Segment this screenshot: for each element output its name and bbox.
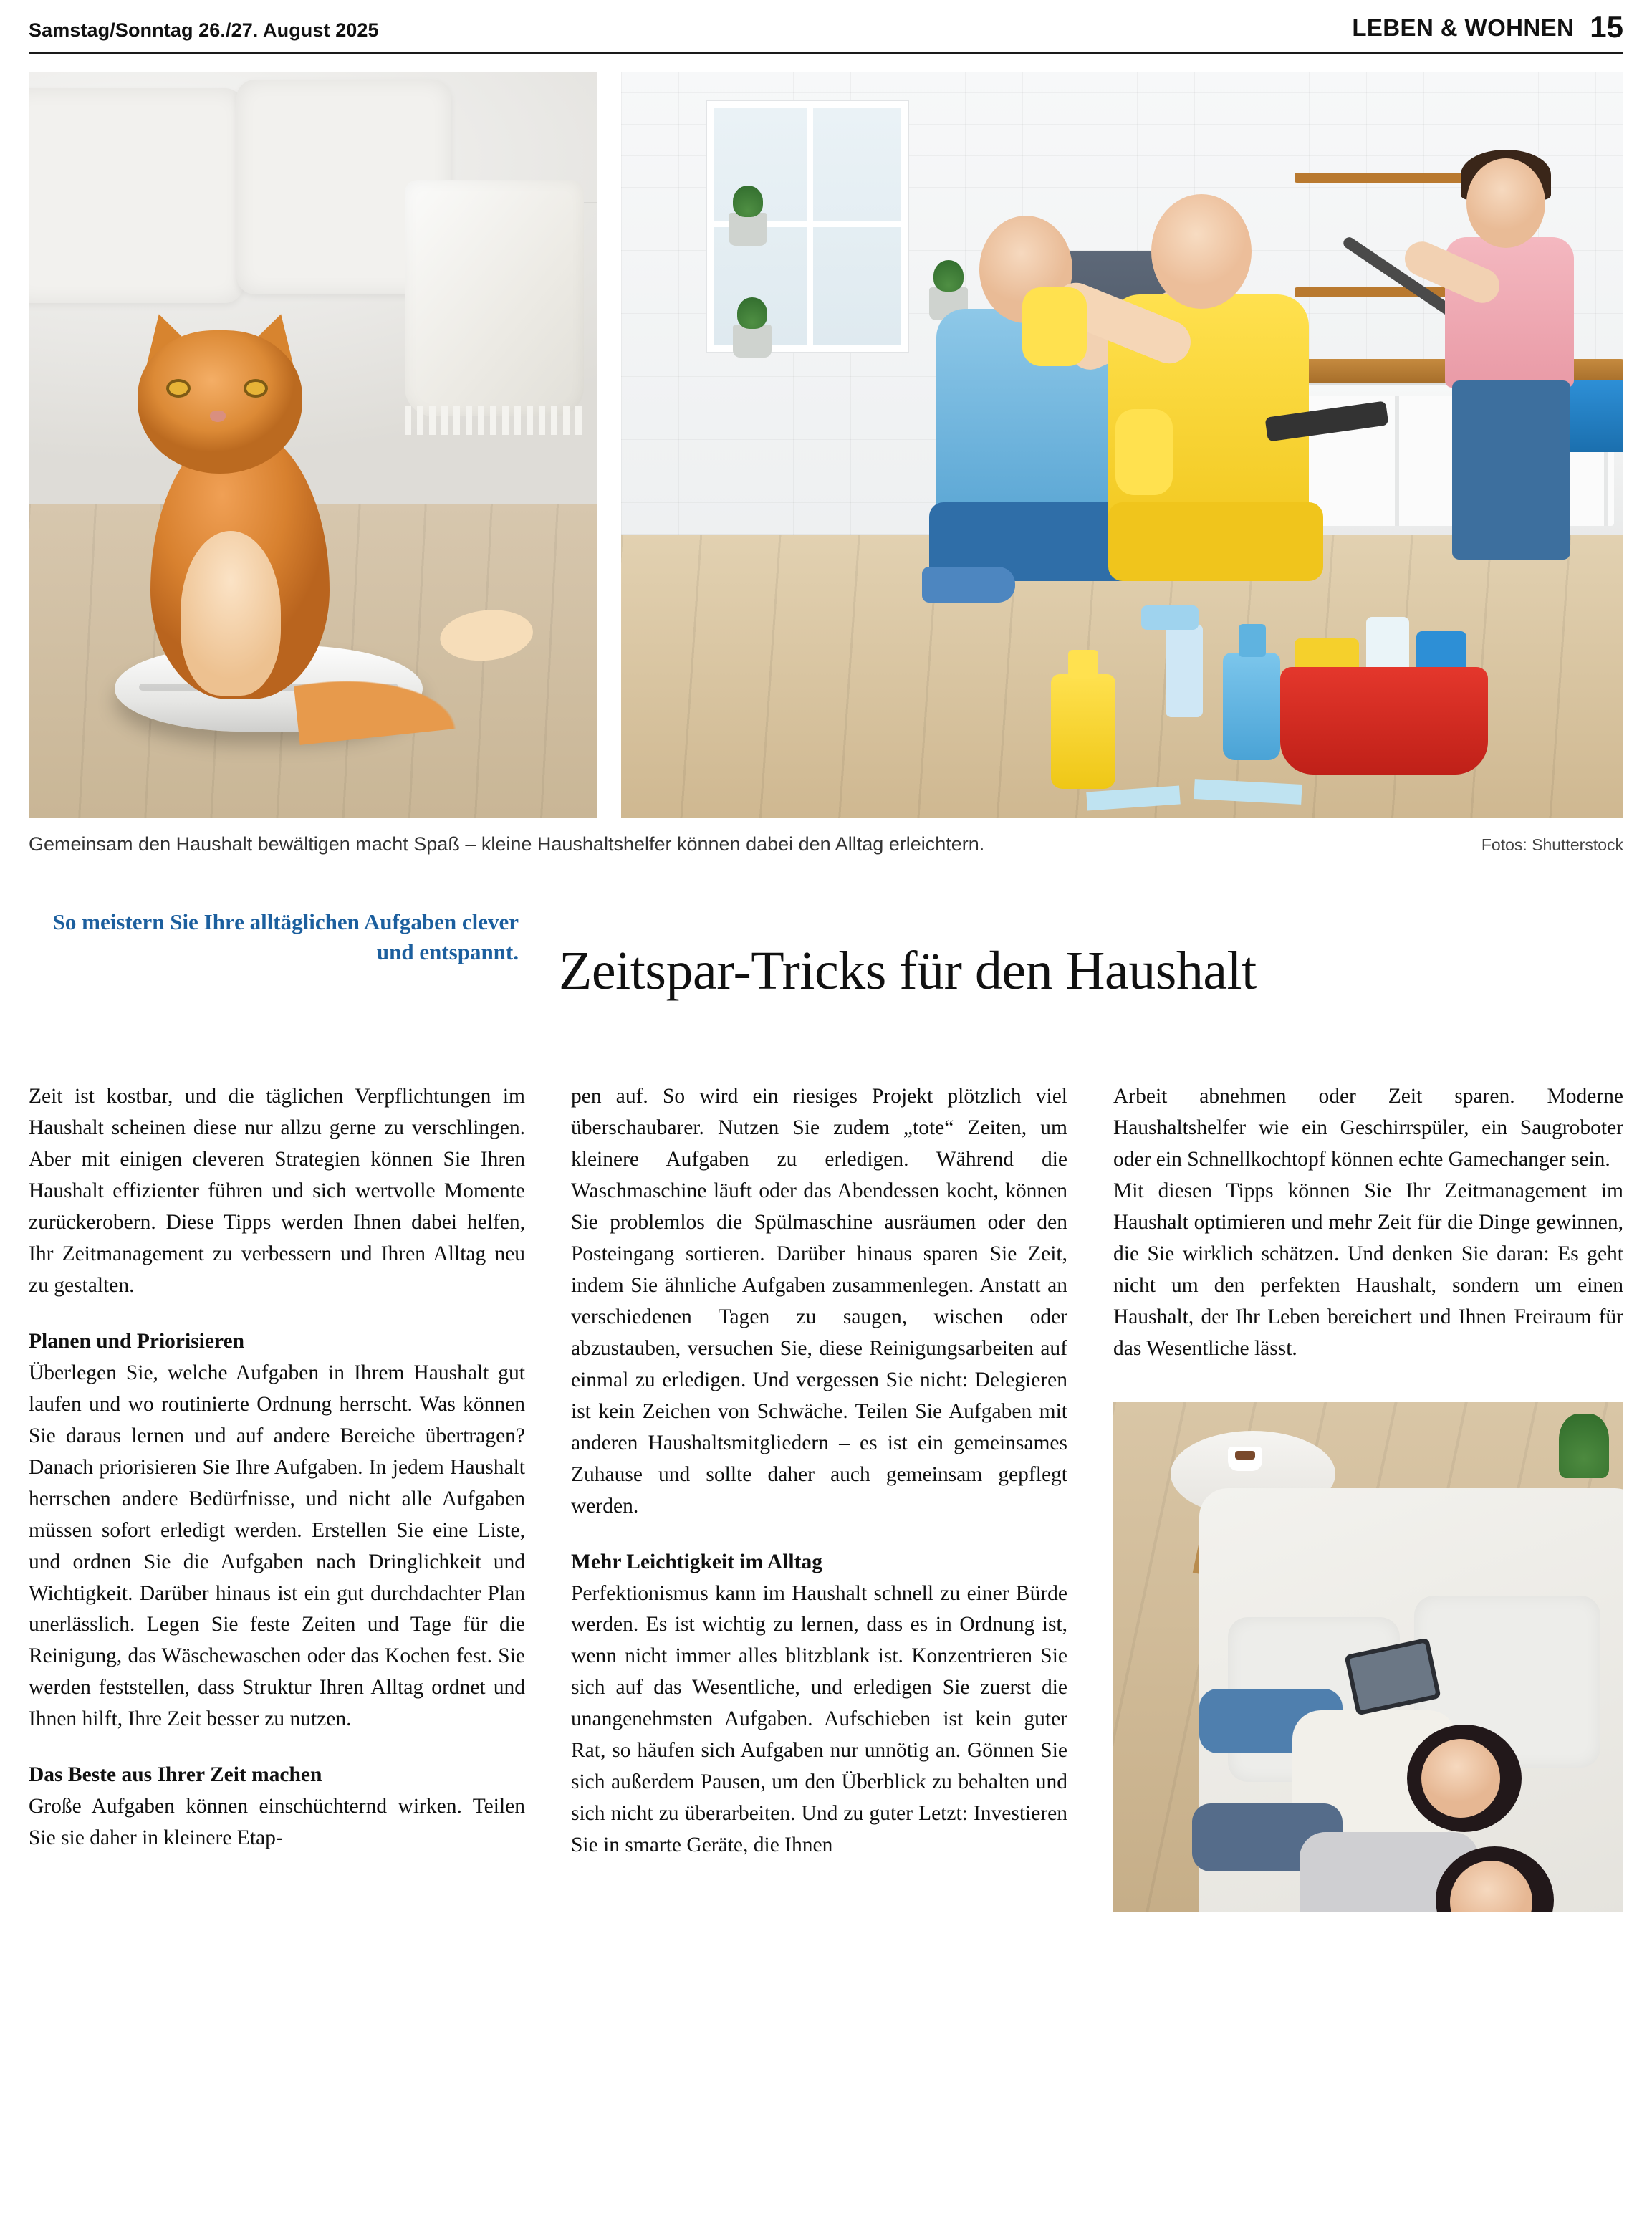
paragraph: Mit diesen Tipps können Sie Ihr Zeitmanagement im Haushalt optimieren und mehr Zeit für die Dinge gewinnen, die Sie wirklich schätzen. Und denken Sie daran: Es geht nicht um den perfekten Haushalt, sondern um einen Haushalt, der Ihr Leben bereichert und Ihnen Freiraum für das Wesentliche lässt. — [1113, 1179, 1623, 1360]
rubber-glove — [1022, 287, 1087, 366]
paragraph-lead: Zeit ist kostbar, und die täglichen Verpflichtungen im Haushalt scheinen diese nur allzu gerne zu verschlingen. Aber mit einigen cleveren Strategien können Sie Ihren Haushalt effizienter führen und sich wertvolle Momente zurückerobern. Diese Tipps werden Ihnen dabei helfen, Ihr Zeitmanagement zu verbessern und Ihren Alltag neu zu gestalten. — [29, 1085, 525, 1297]
cat-nose — [210, 411, 226, 422]
red-wash-basin — [1280, 667, 1488, 775]
photo-row — [29, 72, 1623, 818]
paragraph: pen auf. So wird ein riesiges Projekt plötzlich viel überschaubarer. Nutzen Sie zudem „tote“ Zeiten, um kleinere Aufgaben zu erledigen. Während die Waschmaschine läuft oder das Abendessen kocht, können Sie problemlos die Spülmaschine ausräumen oder den Posteingang sortieren. Darüber hinaus sparen Sie Zeit, indem Sie ähnliche Aufgaben zusammenlegen. Anstatt an verschiedenen Tagen zu saugen, wischen oder abzustauben, versuchen Sie, diese Reinigungsarbeiten auf einmal zu erledigen. Und vergessen Sie nicht: Delegieren ist kein Zeichen von Schwäche. Teilen Sie Aufgaben mit anderen Haushaltsmitgliedern – es ist ein gemeinsames Zuhause und sollte daher auch gemeinsam gepflegt werden. — [571, 1085, 1067, 1518]
page-number: 15 — [1590, 10, 1623, 44]
knit-throw-blanket — [405, 180, 584, 416]
subheading: Das Beste aus Ihrer Zeit machen — [29, 1763, 322, 1787]
paragraph: Arbeit abnehmen oder Zeit sparen. Moderne Haushaltshelfer wie ein Geschirrspüler, ein Saugroboter oder ein Schnellkochtopf können echte Gamechanger sein. — [1113, 1085, 1623, 1171]
caption-row — [29, 833, 1623, 860]
cat-chest — [181, 531, 281, 696]
cleaning-bottle-yellow — [1051, 674, 1115, 789]
sofa-cushion — [29, 88, 244, 303]
headline-block — [29, 907, 1623, 1035]
article-headline: Zeitspar-Tricks für den Haushalt — [559, 940, 1257, 1001]
column-1 — [29, 1081, 525, 1912]
spray-bottle — [1166, 624, 1203, 717]
photo-couple-on-sofa — [1113, 1402, 1623, 1912]
article-body — [29, 1081, 1623, 1912]
mother-head — [1151, 194, 1252, 309]
girl-shoe — [922, 567, 1015, 603]
father-head — [1466, 158, 1545, 248]
cleaning-bottle-blue — [1223, 653, 1280, 760]
paragraph: Überlegen Sie, welche Aufgaben in Ihrem Haushalt gut laufen und wo routinierte Ordnung herrscht. Was können Sie daraus lernen und auf andere Bereiche übertragen? Danach priorisieren Sie Ihre Aufgaben. In jedem Haushalt herrschen andere Bedürfnisse, und nicht alle Aufgaben müssen sofort erledigt werden. Erstellen Sie eine Liste, und ordnen Sie die Aufgaben nach Dringlichkeit und Wichtigkeit. Darüber hinaus ist ein gut durchdachter Plan unerlässlich. Legen Sie feste Zeiten und Tage für die Reinigung, das Wäschewaschen oder das Kochen fest. Sie werden feststellen, dass Struktur Ihren Alltag ordnet und Ihnen hilft, Ihre Zeit besser zu nutzen. — [29, 1361, 525, 1731]
woman-head — [1421, 1739, 1500, 1818]
masthead — [29, 0, 1623, 54]
masthead-date: Samstag/Sonntag 26./27. August 2025 — [29, 19, 379, 41]
coffee-mug — [1228, 1447, 1262, 1471]
masthead-right — [1352, 10, 1623, 44]
paragraph: Perfektionismus kann im Haushalt schnell zu einer Bürde werden. Es ist wichtig zu lernen, dass es in Ordnung ist, wenn nicht immer alles blitzblank ist. Konzentrieren Sie sich auf das Wesentliche, und erledigen Sie zuerst die unangenehmsten Aufgaben. Aufschieben ist kein guter Rat, so häufen sich Aufgaben nur unnötig an. Gönnen Sie sich außerdem Pausen, um den Überblick zu behalten und sich nicht zu überarbeiten. Und zu guter Letzt: Investieren Sie in smarte Geräte, die Ihnen — [571, 1581, 1067, 1857]
photo-family-cleaning — [621, 72, 1623, 818]
column-3 — [1113, 1081, 1623, 1912]
cat-eye-left — [166, 379, 191, 398]
paragraph: Große Aufgaben können einschüchternd wirken. Teilen Sie sie daher in kleinere Etap- — [29, 1795, 525, 1850]
rubber-glove — [1115, 409, 1173, 495]
column-2 — [571, 1081, 1067, 1912]
photo-cat-on-robot-vacuum — [29, 72, 597, 818]
cat-eye-right — [244, 379, 268, 398]
father-jeans — [1452, 380, 1570, 560]
section-title: LEBEN & WOHNEN — [1352, 14, 1575, 41]
subheading: Mehr Leichtigkeit im Alltag — [571, 1550, 822, 1573]
plant — [1559, 1414, 1609, 1478]
cat-head — [138, 330, 302, 474]
photo-caption: Gemeinsam den Haushalt bewältigen macht Spaß – kleine Haushaltshelfer können dabei den Alltag erleichtern. — [29, 833, 985, 855]
photo-credit: Fotos: Shutterstock — [1481, 835, 1623, 854]
subheading: Planen und Priorisieren — [29, 1329, 245, 1353]
mother-legs — [1108, 502, 1323, 581]
potted-plant — [729, 213, 767, 246]
article-kicker: So meistern Sie Ihre alltäglichen Aufgaben clever und entspannt. — [52, 909, 519, 964]
potted-plant — [733, 325, 772, 358]
